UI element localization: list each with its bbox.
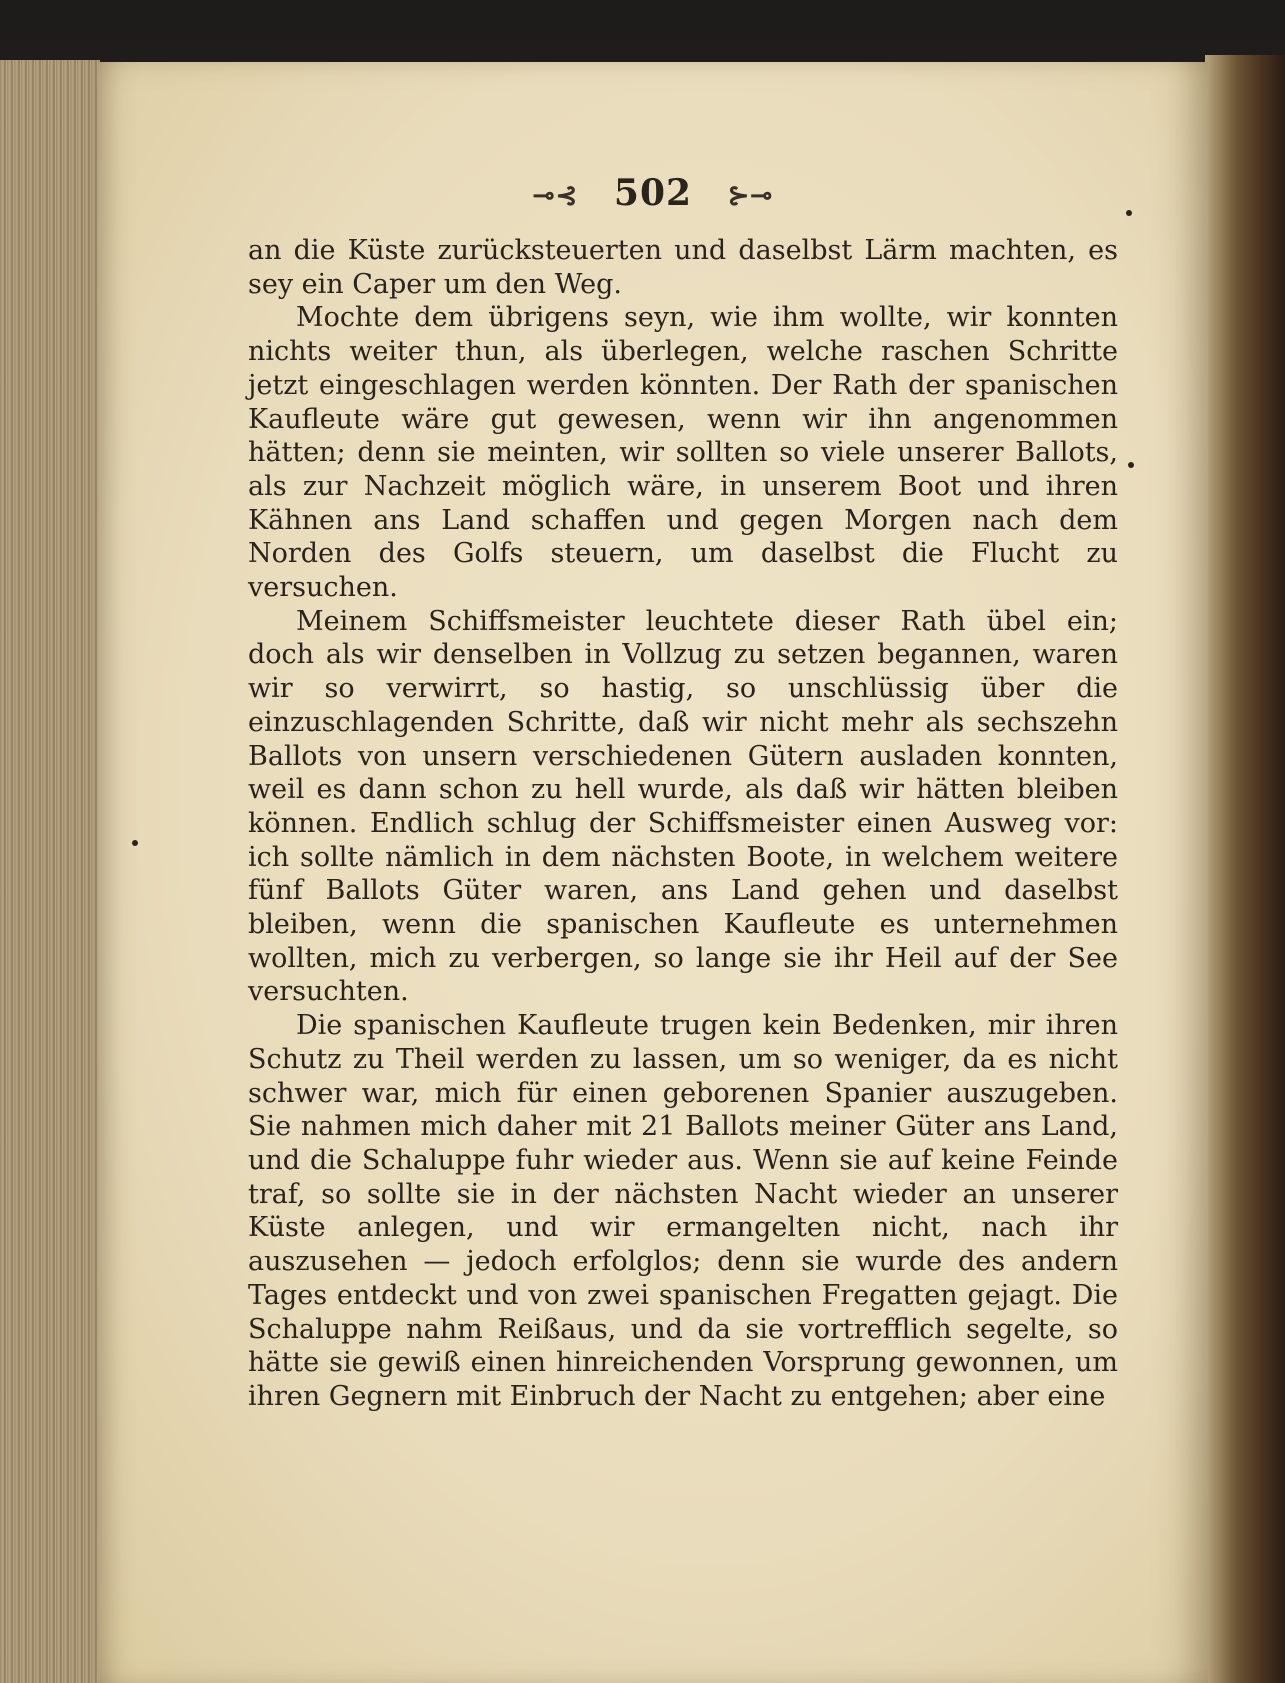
- ornament-right-icon: ⊱⊸: [727, 181, 774, 211]
- page-speck: [132, 840, 138, 846]
- body-text: [248, 234, 1118, 1414]
- book-page-edges-left: [0, 60, 100, 1683]
- paragraph-3: Meinem Schiffsmeister leuchtete dieser Rath übel ein; doch als wir denselben in Vollzug zu setzen begannen, waren wir so verwirrt, so hastig, so unschlüssig über die einzuschlagenden Schritte, daß wir nicht mehr als sechszehn Ballots von unsern verschiedenen Gütern ausladen konnten, weil es dann schon zu hell wurde, als daß wir hätten bleiben können. Endlich schlug der Schiffsmeister einen Ausweg vor: ich sollte nämlich in dem nächsten Boote, in welchem weitere fünf Ballots Güter waren, ans Land gehen und daselbst bleiben, wenn die spanischen Kaufleute es unternehmen wollten, mich zu verbergen, so lange sie ihr Heil auf der See versuchten.: [248, 605, 1118, 1008]
- page-header: [98, 172, 1208, 214]
- page-speck: [1126, 210, 1132, 216]
- ornament-left-icon: ⊸⊰: [532, 181, 579, 211]
- page-speck: [1128, 462, 1134, 468]
- book-page: [98, 62, 1208, 1683]
- book-binding-right: [1205, 55, 1285, 1683]
- paragraph-4: Die spanischen Kaufleute trugen kein Bedenken, mir ihren Schutz zu Theil werden zu lassen, um so weniger, da es nicht schwer war, mich für einen geborenen Spanier auszugeben. Sie nahmen mich daher mit 21 Ballots meiner Güter ans Land, und die Schaluppe fuhr wieder aus. Wenn sie auf keine Feinde traf, so sollte sie in der nächsten Nacht wieder an unserer Küste anlegen, und wir ermangelten nicht, nach ihr auszusehen — jedoch erfolglos; denn sie wurde des andern Tages entdeckt und von zwei spanischen Fregatten gejagt. Die Schaluppe nahm Reißaus, und da sie vortrefflich segelte, so hätte sie gewiß einen hinreichenden Vorsprung gewonnen, um ihren Gegnern mit Einbruch der Nacht zu entgehen; aber eine: [248, 1010, 1118, 1412]
- page-number: 502: [613, 172, 693, 214]
- paragraph-1: an die Küste zurücksteuerten und daselbst Lärm machten, es sey ein Caper um den Weg.: [248, 235, 1118, 300]
- paragraph-2: Mochte dem übrigens seyn, wie ihm wollte, wir konnten nichts weiter thun, als überlegen, welche raschen Schritte jetzt eingeschlagen werden könnten. Der Rath der spanischen Kaufleute wäre gut gewesen, wenn wir ihn angenommen hätten; denn sie meinten, wir sollten so viele unserer Ballots, als zur Nachzeit möglich wäre, in unserem Boot und ihren Kähnen ans Land schaffen und gegen Morgen nach dem Norden des Golfs steuern, um daselbst die Flucht zu versuchen.: [248, 302, 1118, 604]
